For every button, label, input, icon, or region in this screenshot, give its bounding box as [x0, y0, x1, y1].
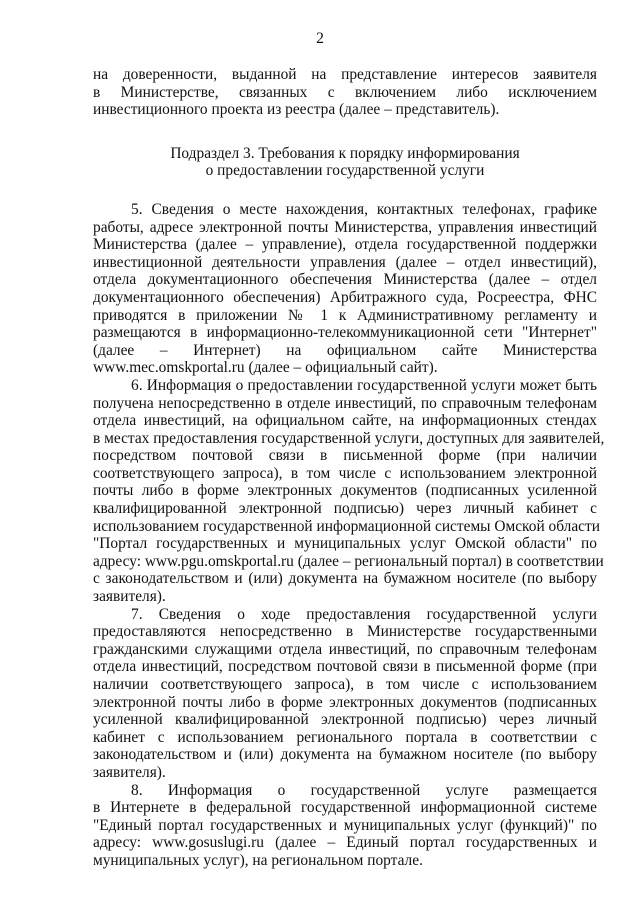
text-line: электронной почты либо в форме электронных документов (подписанных: [93, 693, 597, 711]
heading-line: о предоставлении государственной услуги: [205, 162, 485, 180]
text-line: кабинет с использованием регионального портала в соответствии с: [93, 728, 597, 746]
text-line: муниципальных услуг), на региональном портале.: [93, 851, 423, 869]
text-line: www.mec.omskportal.ru (далее – официальный сайт).: [93, 359, 438, 377]
page-number: 2: [316, 30, 324, 47]
text-line: наличии соответствующего запроса), в том числе с использованием: [93, 676, 597, 693]
text-line: 7. Сведения о ходе предоставления государственной услуги: [131, 605, 597, 623]
text-line: приводятся в приложении № 1 к Административному регламенту и: [93, 306, 597, 324]
heading-line: Подраздел 3. Требования к порядку информирования: [170, 144, 520, 162]
text-line: 5. Сведения о месте нахождения, контактных телефонах, графике: [131, 200, 597, 218]
text-line: адресу: www.pgu.omskportal.ru (далее – региональный портал) в соответствии: [93, 552, 604, 570]
text-line: гражданскими служащими отдела инвестиций, по справочным телефонам: [93, 640, 597, 658]
text-line: инвестиционной деятельности управления (далее – отдел инвестиций),: [93, 253, 597, 271]
text-line: работы, адресе электронной почты Министерства, управления инвестиций: [93, 218, 597, 236]
text-line: (далее – Интернет) на официальном сайте Министерства: [93, 341, 597, 359]
text-line: квалифицированной электронной подписью) через личный кабинет с: [93, 500, 597, 518]
text-line: посредством почтовой связи в письменной форме (при наличии: [93, 447, 597, 465]
text-line: отдела документационного обеспечения Министерства (далее – отдел: [93, 271, 597, 289]
text-line: отдела инвестиций, посредством почтовой связи в письменной форме (при: [93, 658, 597, 676]
paragraph-7: [93, 606, 597, 782]
text-line: инвестиционного проекта из реестра (далее – представитель).: [93, 101, 500, 119]
text-line: "Единый портал государственных и муниципальных услуг (функций)" по: [93, 816, 597, 834]
text-line: получена непосредственно в отделе инвестиций, по справочным телефонам: [93, 394, 597, 412]
text-line: с законодательством и (или) документа на бумажном носителе (по выбору: [93, 570, 597, 588]
text-line: размещаются в информационно-телекоммуникационной сети "Интернет": [93, 324, 597, 342]
text-line: в Министерстве, связанных с включением либо исключением: [93, 83, 597, 101]
text-line: в Интернете в федеральной государственной информационной системе: [93, 799, 597, 817]
text-line: почты либо в форме электронных документов (подписанных усиленной: [93, 482, 597, 500]
text-line: Министерства (далее – управление), отдела государственной поддержки: [93, 236, 597, 254]
text-line: заявителя).: [93, 763, 166, 781]
text-line: 6. Информация о предоставлении государственной услуги может быть: [131, 376, 597, 394]
text-line: "Портал государственных и муниципальных услуг Омской области" по: [93, 535, 597, 553]
text-line: адресу: www.gosuslugi.ru (далее – Единый портал государственных и: [93, 834, 597, 852]
text-line: предоставляются непосредственно в Министерстве государственными: [93, 623, 597, 641]
paragraph-8: [93, 782, 597, 870]
text-line: 8. Информация о государственной услуге размещается: [131, 781, 597, 799]
section-heading: [93, 145, 597, 180]
text-line: отдела инвестиций, на официальном сайте, на информационных стендах: [93, 412, 597, 430]
text-line: усиленной квалифицированной электронной подписью) через личный: [93, 711, 597, 729]
intro-paragraph: [93, 66, 597, 119]
paragraph-6: [93, 376, 605, 606]
text-line: на доверенности, выданной на представление интересов заявителя: [93, 66, 597, 83]
text-line: законодательством и (или) документа на бумажном носителе (по выбору: [93, 746, 597, 764]
text-line: использованием государственной информационной системы Омской области: [93, 517, 600, 535]
paragraph-5: [93, 201, 597, 377]
text-line: документационного обеспечения) Арбитражного суда, Росреестра, ФНС: [93, 288, 597, 306]
document-body: [93, 66, 605, 870]
text-line: в местах предоставления государственной услуги, доступных для заявителей,: [93, 429, 605, 447]
text-line: заявителя).: [93, 588, 166, 606]
text-line: соответствующего запроса), в том числе с использованием электронной: [93, 464, 597, 482]
